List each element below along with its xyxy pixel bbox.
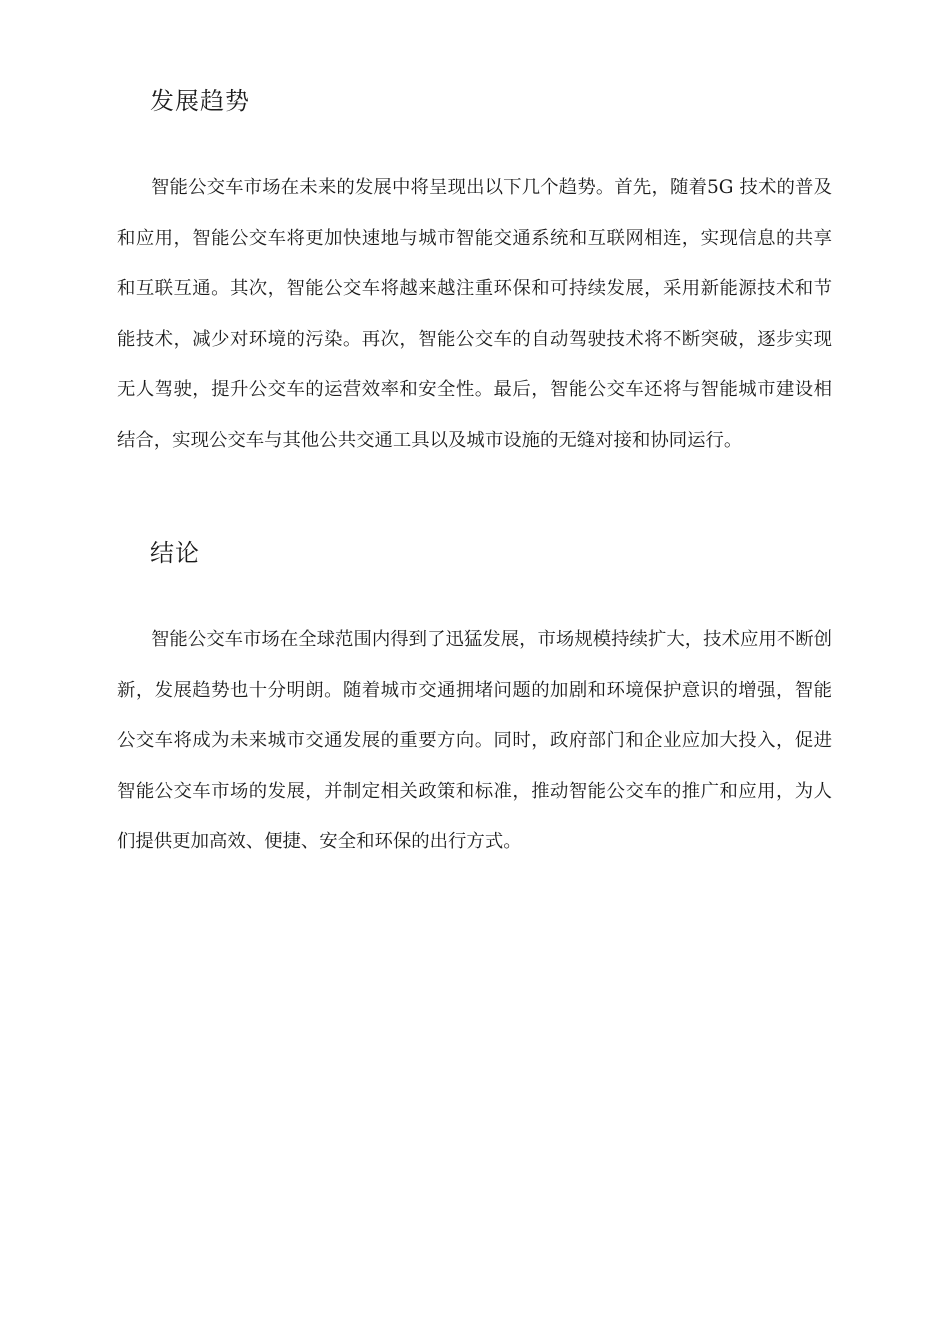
section-heading-trends: 发展趋势 — [150, 87, 250, 115]
section-paragraph-conclusion: 智能公交车市场在全球范围内得到了迅猛发展，市场规模持续扩大，技术应用不断创新，发展趋势也十分明朗。随着城市交通拥堵问题的加剧和环境保护意识的增强，智能公交车将成为未来城市交通发展的重要方向。同时，政府部门和企业应加大投入，促进智能公交车市场的发展，并制定相关政策和标准，推动智能公交车的推广和应用，为人们提供更加高效、便捷、安全和环保的出行方式。 — [117, 629, 832, 852]
section-heading-conclusion: 结论 — [150, 539, 200, 567]
section-paragraph-trends: 智能公交车市场在未来的发展中将呈现出以下几个趋势。首先，随着5G 技术的普及和应用，智能公交车将更加快速地与城市智能交通系统和互联网相连，实现信息的共享和互联互通。其次，智能公交车将越来越注重环保和可持续发展，采用新能源技术和节能技术，减少对环境的污染。再次，智能公交车的自动驾驶技术将不断突破，逐步实现无人驾驶，提升公交车的运营效率和安全性。最后，智能公交车还将与智能城市建设相结合，实现公交车与其他公共交通工具以及城市设施的无缝对接和协同运行。 — [117, 177, 832, 451]
